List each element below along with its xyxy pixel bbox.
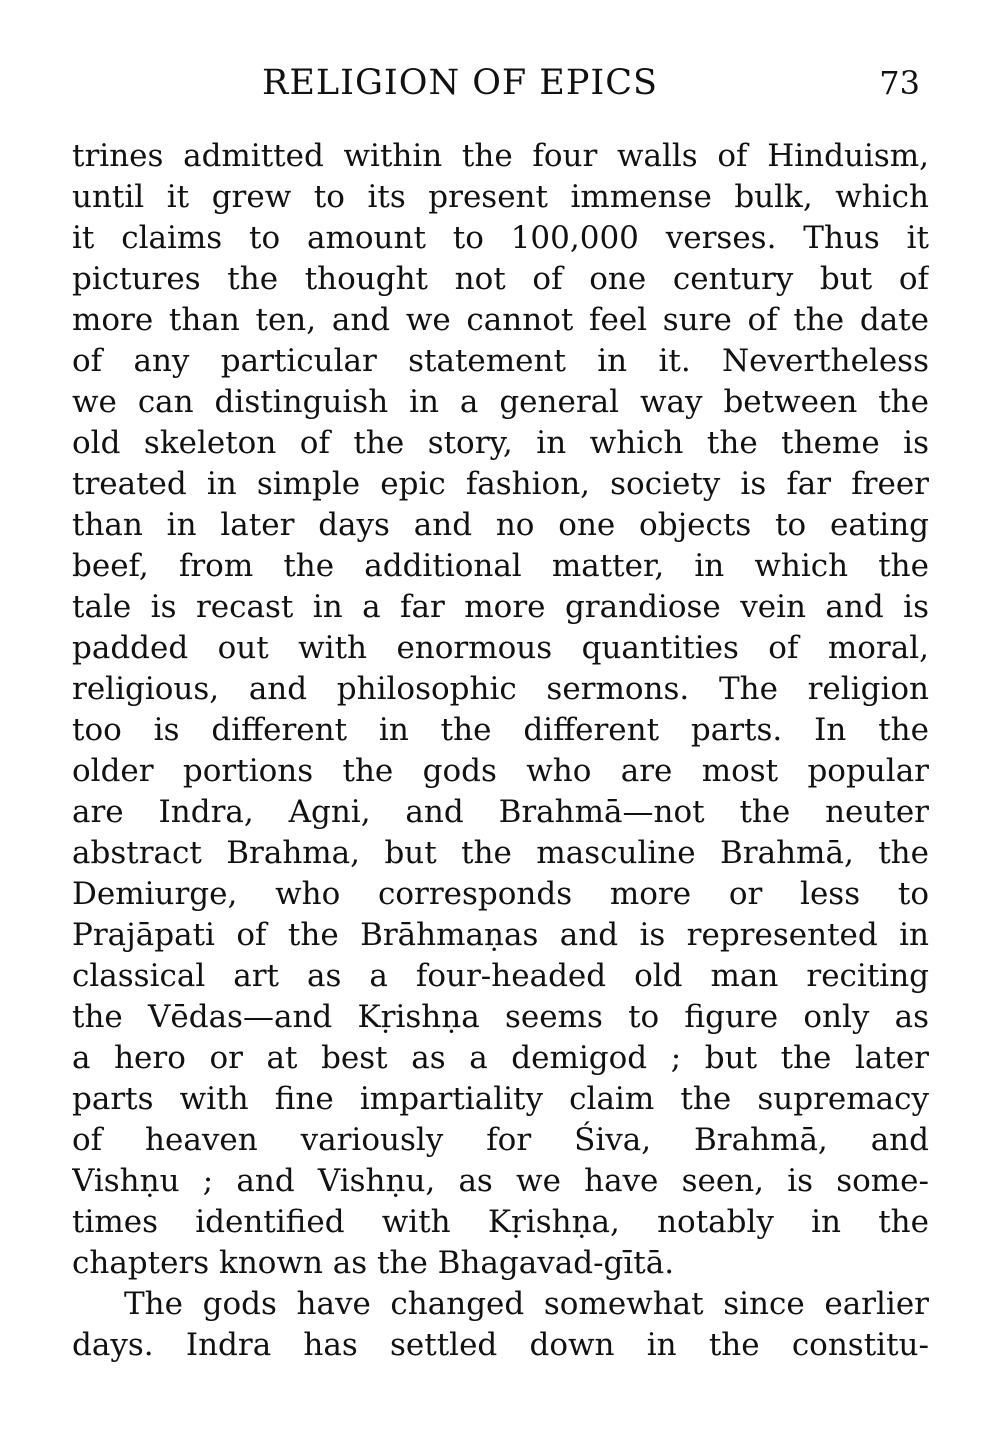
paragraph-end-line: chapters known as the Bhagavad-gītā. [72,1245,675,1281]
text-line: times identified with Kṛishṇa, notably in the [72,1204,929,1240]
text-line: older portions the gods who are most popular [72,753,929,789]
text-line: the Vēdas—and Kṛishṇa seems to figure only as [72,999,929,1035]
page-number: 73 [879,64,920,102]
paragraph-start-line: The gods have changed somewhat since earlier [124,1286,929,1322]
text-line: days. Indra has settled down in the constitu- [72,1327,929,1363]
running-title: RELIGION OF EPICS [262,63,658,103]
text-line: than in later days and no one objects to eating [72,507,929,543]
text-line: beef, from the additional matter, in which the [72,548,929,584]
text-line: old skeleton of the story, in which the theme is [72,425,929,461]
text-line: are Indra, Agni, and Brahmā—not the neuter [72,794,929,830]
text-line: we can distinguish in a general way between the [72,384,929,420]
text-line: of any particular statement in it. Nevertheless [72,343,929,379]
text-line: Demiurge, who corresponds more or less to [72,876,929,912]
text-line: classical art as a four-headed old man reciting [72,958,929,994]
text-line: a hero or at best as a demigod ; but the later [72,1040,929,1076]
running-header [70,58,920,108]
body-text [72,136,929,1366]
text-line: Vishṇu ; and Vishṇu, as we have seen, is some- [72,1163,929,1199]
text-line: pictures the thought not of one century but of [72,261,929,297]
text-line: parts with fine impartiality claim the supremacy [72,1081,929,1117]
text-line: too is different in the different parts. In the [72,712,929,748]
text-line: trines admitted within the four walls of Hinduism, [72,138,929,174]
text-line: treated in simple epic fashion, society is far freer [72,466,929,502]
text-line: padded out with enormous quantities of moral, [72,630,929,666]
text-line: it claims to amount to 100,000 verses. Thus it [72,220,929,256]
text-line: of heaven variously for Śiva, Brahmā, and [72,1122,929,1158]
text-line: religious, and philosophic sermons. The religion [72,671,929,707]
text-line: abstract Brahma, but the masculine Brahmā, the [72,835,929,871]
text-line: until it grew to its present immense bulk, which [72,179,929,215]
text-line: Prajāpati of the Brāhmaṇas and is represented in [72,917,929,953]
text-line: more than ten, and we cannot feel sure of the date [72,302,929,338]
text-line: tale is recast in a far more grandiose vein and is [72,589,929,625]
